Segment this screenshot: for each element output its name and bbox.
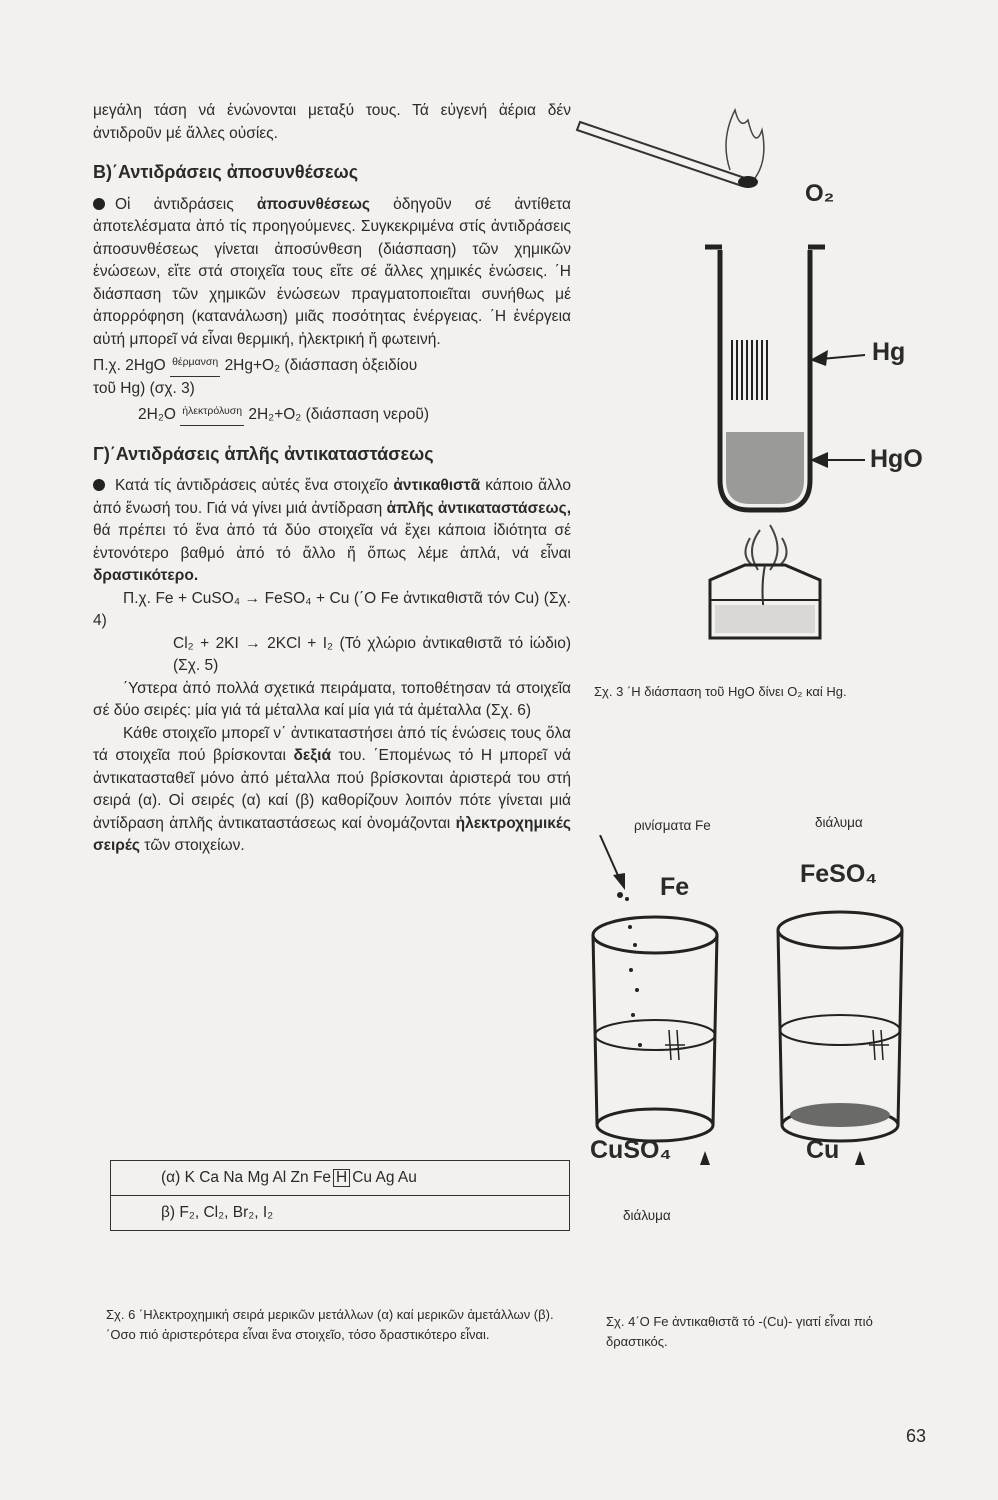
label-cuso4: CuSO₄ [590, 1136, 672, 1164]
label-fe: Fe [660, 873, 690, 901]
copper-deposit-icon [790, 1103, 890, 1127]
intro-paragraph: μεγάλη τάση νά ἑνώνονται μεταξύ τους. Τά εὐγενή ἀέρια δέν ἀντιδροῦν μέ ἄλλες οὐσίες. [93, 102, 571, 142]
mercury-oxide-powder-icon [726, 432, 804, 504]
arrow-cuso4-icon [700, 1151, 710, 1165]
wooden-splint-icon [577, 122, 745, 186]
series-row-nonmetals: β) F₂, Cl₂, Br₂, I₂ [161, 1204, 274, 1221]
heading-substitution: Γ)΄Αντιδράσεις ἁπλῆς ἀντικαταστάσεως [93, 443, 434, 464]
label-o2: O₂ [805, 180, 835, 207]
paragraph-series: ΄Υστερα ἀπό πολλά σχετικά πειράματα, τοποθέτησαν τά στοιχεῖα σέ δύο σειρές: μία γιά τά μέταλλα καί μία γιά τά ἀμέταλλα (Σχ. 6) [93, 679, 571, 719]
burner-flame-icon [745, 525, 786, 570]
fig4-caption: Σχ. 4΄Ο Fe ἀντικαθιστᾶ τό -(Cu)- γιατί εἶναι πιό δραστικός. [606, 1314, 873, 1349]
main-text-column [93, 100, 571, 858]
paragraph-electrochemical: Κάθε στοιχεῖο μπορεῖ ν΄ ἀντικαταστήσει ἀπό τίς ἑνώσεις τους ὅλα τά στοιχεῖα πού βρίσκονται δεξιά του. ΄Επομένως τό Η μπορεῖ νά ἀντικατασταθεῖ μόνο ἀπό μέταλλα πού βρίσκονται ἀριστερά του στή σειρά (α). Οἱ σειρές (α) καί (β) καθορίζουν λοιπόν πότε γίνεται μιά ἀντίδραση ἁπλῆς ἀντικαταστάσεως καί ὀνομάζονται ἠλεκτροχημικές σειρές τῶν στοιχείων. [93, 724, 571, 854]
equation-cl2-ki: Cl₂ + 2KI → 2KCl + I₂ (Τό χλώριο ἀντικαθιστᾶ τό ἰώδιο) (Σχ. 5) [173, 634, 571, 674]
paragraph-decomposition: Οἱ ἀντιδράσεις ἀποσυνθέσεως ὁδηγοῦν σέ ἀντίθετα ἀποτελέσματα ἀπό τίς προηγούμενες. Συγκεκριμένα στίς ἀντιδράσεις ἀποσυνθέσεως γίνεται ἀποσύνθεση (διάσπαση) τῶν χημικῶν ἑνώσεων, εἴτε στά στοιχεῖα τους εἴτε σέ ἄλλες χημικές ἑνώσεις. ΄Η διάσπαση τῶν χημικῶν ἑνώσεων πραγματοποιεῖται συνήθως μέ ἀπορρόφηση (κατανάλωση) μιᾶς ποσότητας ἐνέργειας. ΄Η ἐνέργεια αὐτή μπορεῖ νά εἶναι θερμική, ἠλεκτρική ἤ φωτεινή. [93, 195, 571, 348]
series-row-metals: (α) K Ca Na Mg Al Zn Fe H Cu Ag Au [111, 1161, 569, 1196]
electrochemical-series-table [110, 1160, 570, 1231]
label-solution-top: διάλυμα [815, 815, 863, 830]
equation-fe-cuso4: Π.χ. Fe + CuSO₄ → FeSO₄ + Cu (΄Ο Fe ἀντικαθιστᾶ τόν Cu) (Σχ. 4) [93, 589, 571, 629]
label-hg: Hg [872, 338, 906, 366]
bullet-icon [93, 479, 105, 491]
arrow-hg-icon [810, 350, 828, 366]
label-feso4: FeSO₄ [800, 860, 878, 888]
label-solution-bottom: διάλυμα [623, 1208, 671, 1223]
label-hgo: HgO [870, 445, 923, 473]
beaker-left-icon [593, 917, 717, 953]
falling-iron-filings-icon [628, 925, 642, 1047]
page-number: 63 [906, 1426, 927, 1446]
fig3-hgo-decomposition-diagram [570, 60, 880, 660]
arrow-hgo-icon [810, 452, 828, 468]
flame-icon [726, 110, 764, 178]
equation-hgo-cont: τοῦ Hg) (σχ. 3) [93, 379, 195, 397]
equation-hgo: Π.χ. 2HgO θέρμανση 2Hg+O₂ (διάσπαση ὀξειδίου [93, 351, 571, 378]
label-iron-filings: ρινίσματα Fe [634, 818, 711, 833]
paragraph-substitution: Κατά τίς ἀντιδράσεις αὐτές ἕνα στοιχεῖο ἀντικαθιστᾶ κάποιο ἄλλο ἀπό ἕνωσή του. Γιά νά γίνει μιά ἀντίδραση ἁπλῆς ἀντικαταστάσεως, θά πρέπει τό ἕνα ἀπό τά δύο στοιχεῖα νά ἔχει κάποια ἰδιότητα σέ ἐντονότερο βαθμό ἀπό τό ἄλλο ἤ ὅπως λέμε ἁπλά, νά εἶναι δραστικότερο. [93, 477, 572, 584]
arrow-filings-icon [613, 873, 625, 890]
label-cu: Cu [806, 1136, 840, 1164]
equation-water: 2H₂O ἠλεκτρόλυση 2H₂+O₂ (διάσπαση νεροῦ) [93, 400, 571, 427]
bullet-icon [93, 198, 105, 210]
beaker-right-icon [778, 912, 902, 948]
fig6-caption: Σχ. 6 ΄Ηλεκτροχημική σειρά μερικῶν μετάλλων (α) καί μερικῶν ἀμετάλλων (β). ΄Οσο πιό ἀριστερότερα εἶναι ἕνα στοιχεῖο, τόσο δραστικότερο εἶναι. [106, 1307, 554, 1342]
hydrogen-box: H [333, 1169, 350, 1187]
fig3-caption: Σχ. 3 ΄Η διάσπαση τοῦ HgO δίνει O₂ καί Hg. [594, 684, 847, 699]
solution-surface-left [595, 1020, 715, 1050]
heading-decomposition: Β)΄Αντιδράσεις ἀποσυνθέσεως [93, 162, 359, 182]
mercury-deposit-icon [732, 340, 767, 400]
arrow-cu-icon [855, 1151, 865, 1165]
